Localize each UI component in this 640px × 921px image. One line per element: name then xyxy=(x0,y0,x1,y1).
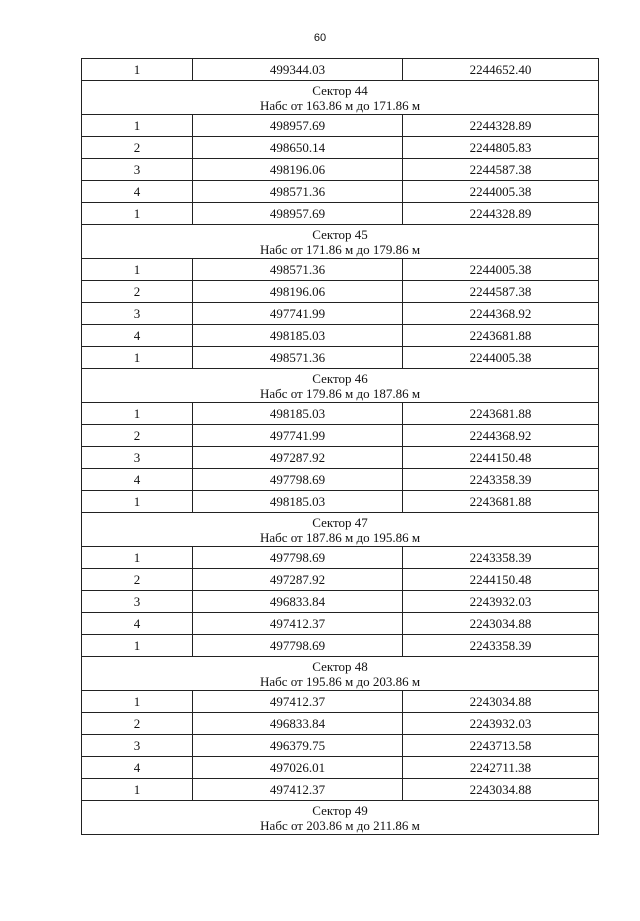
point-number-cell: 2 xyxy=(82,137,193,159)
x-coordinate-cell: 498196.06 xyxy=(193,281,403,303)
x-coordinate-cell: 497287.92 xyxy=(193,447,403,469)
y-coordinate-cell: 2244150.48 xyxy=(403,569,599,591)
point-number-cell: 2 xyxy=(82,425,193,447)
point-number-cell: 1 xyxy=(82,547,193,569)
x-coordinate-cell: 498571.36 xyxy=(193,259,403,281)
x-coordinate-cell: 497026.01 xyxy=(193,757,403,779)
table-row xyxy=(82,469,599,491)
coordinates-table-body xyxy=(82,59,599,835)
y-coordinate-cell: 2244368.92 xyxy=(403,303,599,325)
x-coordinate-cell: 498185.03 xyxy=(193,491,403,513)
table-row xyxy=(82,547,599,569)
y-coordinate-cell: 2243358.39 xyxy=(403,635,599,657)
table-row xyxy=(82,569,599,591)
x-coordinate-cell: 498957.69 xyxy=(193,203,403,225)
sector-title: Сектор 44 xyxy=(312,82,368,98)
x-coordinate-cell: 497412.37 xyxy=(193,613,403,635)
point-number-cell: 1 xyxy=(82,691,193,713)
sector-header-row xyxy=(82,225,599,259)
sector-header-cell xyxy=(82,81,599,115)
sector-height-range: Набс от 187.86 м до 195.86 м xyxy=(259,529,421,545)
page-number: 60 xyxy=(313,32,327,44)
y-coordinate-cell: 2243034.88 xyxy=(403,691,599,713)
y-coordinate-cell: 2244587.38 xyxy=(403,159,599,181)
x-coordinate-cell: 496379.75 xyxy=(193,735,403,757)
y-coordinate-cell: 2244150.48 xyxy=(403,447,599,469)
sector-height-range: Набс от 195.86 м до 203.86 м xyxy=(259,673,421,689)
table-row xyxy=(82,325,599,347)
sector-title: Сектор 49 xyxy=(312,802,368,818)
point-number-cell: 1 xyxy=(82,347,193,369)
point-number-cell: 3 xyxy=(82,591,193,613)
y-coordinate-cell: 2243681.88 xyxy=(403,403,599,425)
sector-header-row xyxy=(82,657,599,691)
x-coordinate-cell: 498571.36 xyxy=(193,347,403,369)
table-row xyxy=(82,181,599,203)
table-row xyxy=(82,779,599,801)
sector-height-range: Набс от 179.86 м до 187.86 м xyxy=(259,385,421,401)
sector-header-row xyxy=(82,801,599,835)
point-number-cell: 4 xyxy=(82,757,193,779)
point-number-cell: 1 xyxy=(82,635,193,657)
point-number-cell: 3 xyxy=(82,447,193,469)
table-row xyxy=(82,281,599,303)
point-number-cell: 1 xyxy=(82,779,193,801)
y-coordinate-cell: 2243358.39 xyxy=(403,547,599,569)
table-row xyxy=(82,635,599,657)
point-number-cell: 3 xyxy=(82,735,193,757)
table-row xyxy=(82,613,599,635)
point-number-cell: 2 xyxy=(82,713,193,735)
x-coordinate-cell: 497798.69 xyxy=(193,469,403,491)
y-coordinate-cell: 2243681.88 xyxy=(403,491,599,513)
x-coordinate-cell: 497798.69 xyxy=(193,635,403,657)
y-coordinate-cell: 2244652.40 xyxy=(403,59,599,81)
x-coordinate-cell: 498185.03 xyxy=(193,403,403,425)
y-coordinate-cell: 2243358.39 xyxy=(403,469,599,491)
x-coordinate-cell: 498571.36 xyxy=(193,181,403,203)
x-coordinate-cell: 498196.06 xyxy=(193,159,403,181)
y-coordinate-cell: 2243034.88 xyxy=(403,779,599,801)
x-coordinate-cell: 497798.69 xyxy=(193,547,403,569)
point-number-cell: 1 xyxy=(82,203,193,225)
x-coordinate-cell: 497287.92 xyxy=(193,569,403,591)
sector-header-cell xyxy=(82,225,599,259)
table-row xyxy=(82,735,599,757)
table-row xyxy=(82,757,599,779)
y-coordinate-cell: 2244328.89 xyxy=(403,203,599,225)
table-row xyxy=(82,591,599,613)
x-coordinate-cell: 497741.99 xyxy=(193,303,403,325)
point-number-cell: 3 xyxy=(82,159,193,181)
x-coordinate-cell: 498957.69 xyxy=(193,115,403,137)
x-coordinate-cell: 498185.03 xyxy=(193,325,403,347)
x-coordinate-cell: 496833.84 xyxy=(193,591,403,613)
table-row xyxy=(82,303,599,325)
point-number-cell: 4 xyxy=(82,181,193,203)
x-coordinate-cell: 498650.14 xyxy=(193,137,403,159)
point-number-cell: 4 xyxy=(82,469,193,491)
point-number-cell: 2 xyxy=(82,569,193,591)
x-coordinate-cell: 497412.37 xyxy=(193,691,403,713)
sector-header-row xyxy=(82,81,599,115)
sector-header-cell xyxy=(82,513,599,547)
sector-title: Сектор 48 xyxy=(312,658,368,674)
point-number-cell: 1 xyxy=(82,115,193,137)
table-row xyxy=(82,259,599,281)
table-row xyxy=(82,203,599,225)
table-row xyxy=(82,447,599,469)
x-coordinate-cell: 497741.99 xyxy=(193,425,403,447)
point-number-cell: 3 xyxy=(82,303,193,325)
point-number-cell: 1 xyxy=(82,259,193,281)
x-coordinate-cell: 497412.37 xyxy=(193,779,403,801)
table-row xyxy=(82,491,599,513)
sector-header-row xyxy=(82,513,599,547)
sector-header-cell xyxy=(82,369,599,403)
y-coordinate-cell: 2242711.38 xyxy=(403,757,599,779)
point-number-cell: 1 xyxy=(82,491,193,513)
sector-height-range: Набс от 171.86 м до 179.86 м xyxy=(259,241,421,257)
y-coordinate-cell: 2243681.88 xyxy=(403,325,599,347)
coordinates-table xyxy=(81,58,599,835)
y-coordinate-cell: 2243932.03 xyxy=(403,591,599,613)
table-row xyxy=(82,425,599,447)
point-number-cell: 1 xyxy=(82,403,193,425)
y-coordinate-cell: 2244005.38 xyxy=(403,259,599,281)
sector-title: Сектор 46 xyxy=(312,370,368,386)
y-coordinate-cell: 2243932.03 xyxy=(403,713,599,735)
y-coordinate-cell: 2244005.38 xyxy=(403,181,599,203)
y-coordinate-cell: 2244805.83 xyxy=(403,137,599,159)
y-coordinate-cell: 2243713.58 xyxy=(403,735,599,757)
point-number-cell: 2 xyxy=(82,281,193,303)
sector-header-cell xyxy=(82,657,599,691)
y-coordinate-cell: 2243034.88 xyxy=(403,613,599,635)
y-coordinate-cell: 2244328.89 xyxy=(403,115,599,137)
y-coordinate-cell: 2244587.38 xyxy=(403,281,599,303)
point-number-cell: 1 xyxy=(82,59,193,81)
table-row xyxy=(82,403,599,425)
x-coordinate-cell: 499344.03 xyxy=(193,59,403,81)
table-row xyxy=(82,713,599,735)
sector-height-range: Набс от 203.86 м до 211.86 м xyxy=(260,817,420,833)
sector-height-range: Набс от 163.86 м до 171.86 м xyxy=(259,97,421,113)
table-row xyxy=(82,59,599,81)
table-row xyxy=(82,347,599,369)
sector-header-row xyxy=(82,369,599,403)
point-number-cell: 4 xyxy=(82,613,193,635)
table-row xyxy=(82,115,599,137)
table-row xyxy=(82,691,599,713)
point-number-cell: 4 xyxy=(82,325,193,347)
table-row xyxy=(82,159,599,181)
sector-title: Сектор 47 xyxy=(312,514,368,530)
y-coordinate-cell: 2244368.92 xyxy=(403,425,599,447)
sector-header-cell xyxy=(82,801,599,835)
sector-title: Сектор 45 xyxy=(312,226,368,242)
table-row xyxy=(82,137,599,159)
x-coordinate-cell: 496833.84 xyxy=(193,713,403,735)
y-coordinate-cell: 2244005.38 xyxy=(403,347,599,369)
